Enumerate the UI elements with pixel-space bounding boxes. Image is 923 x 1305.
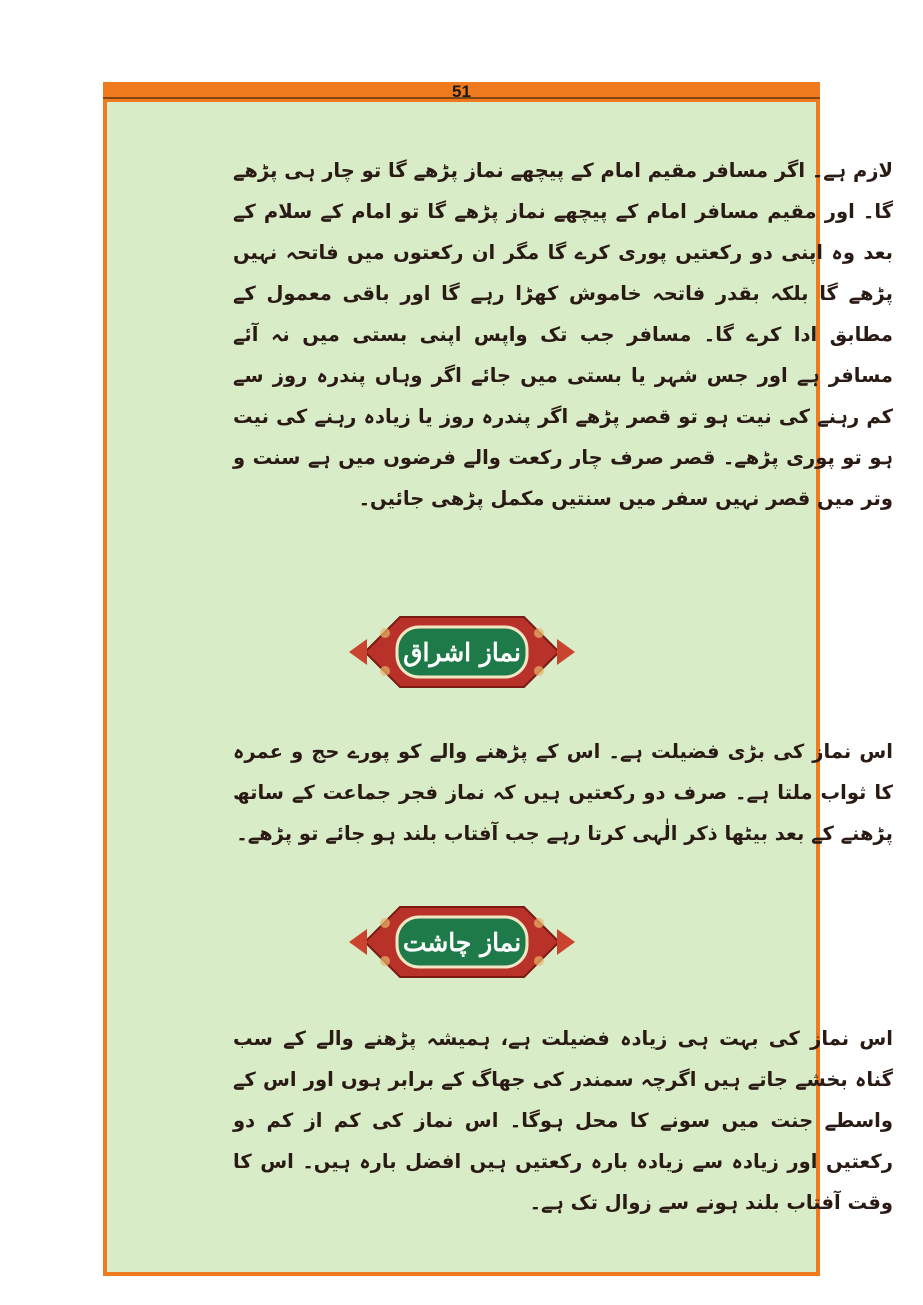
- paragraph-chasht: اس نماز کی بہت ہی زیادہ فضیلت ہے، ہمیشہ پڑھنے والے کے سب گناہ بخشے جاتے ہیں اگرچہ سمندر کی جھاگ کے برابر ہوں اور اس کے واسطے جنت میں سونے کا محل ہوگا۔ اس نماز کی کم از کم دو رکعتیں اور زیادہ سے زیادہ بارہ رکعتیں ہیں افضل بارہ ہیں۔ اس کا وقت آفتاب بلند ہونے سے زوال تک ہے۔: [233, 1027, 893, 1214]
- heading-badge-ishraq: [345, 613, 579, 691]
- heading-badge-chasht: [345, 903, 579, 981]
- heading-ishraq: نماز اشراق: [403, 637, 521, 667]
- heading-chasht: نماز چاشت: [402, 927, 522, 957]
- paragraph-safar: لازم ہے۔ اگر مسافر مقیم امام کے پیچھے نماز پڑھے گا تو چار ہی پڑھے گا۔ اور مقیم مسافر امام کے پیچھے نماز پڑھے گا تو امام کے سلام کے بعد وہ اپنی دو رکعتیں پوری کرے گا مگر ان رکعتوں میں فاتحہ نہیں پڑھے گا بلکہ بقدر فاتحہ خاموش کھڑا رہے گا اور باقی معمول کے مطابق ادا کرے گا۔ مسافر جب تک واپس اپنی بستی میں نہ آئے مسافر ہے اور جس شہر یا بستی میں جائے اگر وہاں پندرہ روز سے کم رہنے کی نیت ہو تو قصر پڑھے اگر پندرہ روز یا زیادہ رہنے کی نیت ہو تو پوری پڑھے۔ قصر صرف چار رکعت والے فرضوں میں ہے سنت و وتر میں قصر نہیں سفر میں سنتیں مکمل پڑھی جائیں۔: [233, 159, 893, 510]
- paragraph-ishraq: اس نماز کی بڑی فضیلت ہے۔ اس کے پڑھنے والے کو پورے حج و عمرہ کا ثواب ملتا ہے۔ صرف دو رکعتیں ہیں کہ نماز فجر جماعت کے ساتھ پڑھنے کے بعد بیٹھا ذکر الٰہی کرتا رہے جب آفتاب بلند ہو جائے تو پڑھے۔: [233, 740, 893, 845]
- page-header-bar: [103, 82, 820, 102]
- page-number: 51: [452, 82, 471, 101]
